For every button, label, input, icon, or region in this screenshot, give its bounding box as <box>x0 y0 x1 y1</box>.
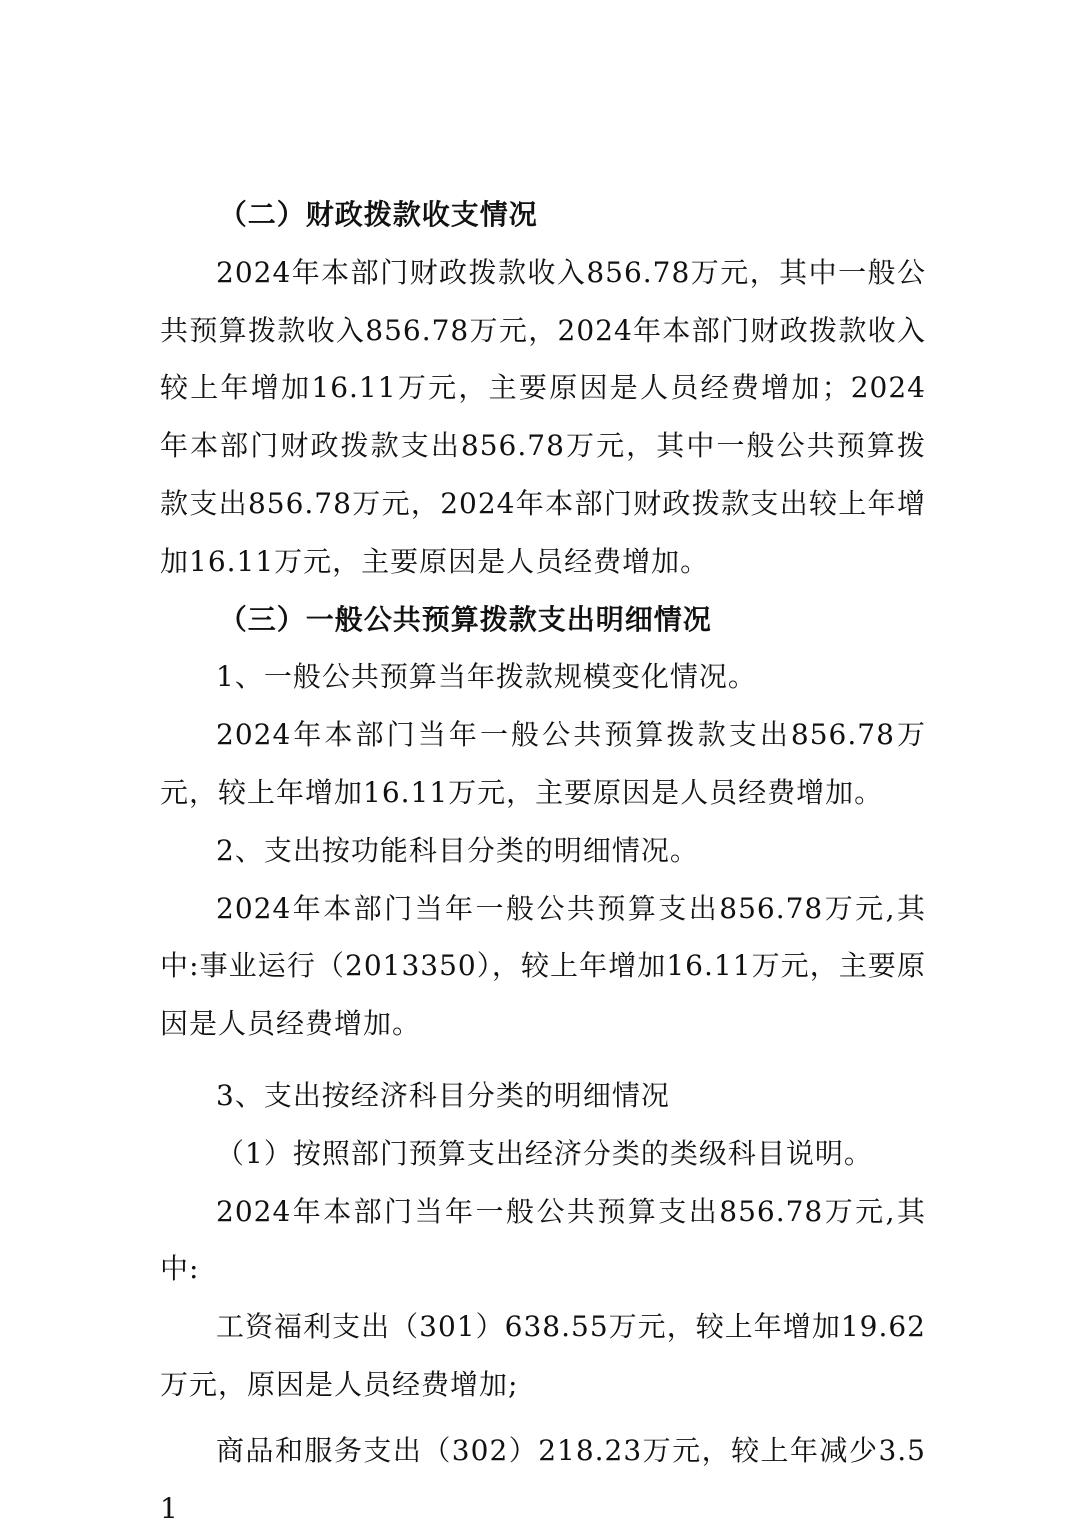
item-3-sub1-intro: 2024年本部门当年一般公共预算支出856.78万元,其中: <box>160 1194 926 1286</box>
paragraph-fiscal-appropriation: 2024年本部门财政拨款收入856.78万元，其中一般公共预算拨款收入856.78万元，2024年本部门财政拨款收入较上年增加16.11万元，主要原因是人员经费增加；2024年本部门财政拨款支出856.78万元，其中一般公共预算拨款支出856.78万元，2024年本部门财政拨款支出较上年增加16.11万元，主要原因是人员经费增加。 <box>160 255 926 578</box>
item-1-title: 1、一般公共预算当年拨款规模变化情况。 <box>216 660 757 694</box>
item-3-sub1-goods: 商品和服务支出（302）218.23万元，较上年减少3.51 <box>160 1433 926 1525</box>
document-body <box>160 186 926 1537</box>
item-1-body: 2024年本部门当年一般公共预算拨款支出856.78万元，较上年增加16.11万元，主要原因是人员经费增加。 <box>160 718 926 809</box>
item-3-sub1-title: （1）按照部门预算支出经济分类的类级科目说明。 <box>216 1136 873 1170</box>
item-3-sub1-wages: 工资福利支出（301）638.55万元，较上年增加19.62万元，原因是人员经费增加; <box>160 1310 926 1401</box>
section-heading-2: （二）财政拨款收支情况 <box>218 198 538 231</box>
item-3-title: 3、支出按经济科目分类的明细情况 <box>216 1078 670 1112</box>
item-2-title: 2、支出按功能科目分类的明细情况。 <box>216 833 699 867</box>
section-heading-3: （三）一般公共预算拨款支出明细情况 <box>218 602 712 636</box>
item-2-body: 2024年本部门当年一般公共预算支出856.78万元,其中:事业运行（2013350），较上年增加16.11万元，主要原因是人员经费增加。 <box>160 891 926 1041</box>
